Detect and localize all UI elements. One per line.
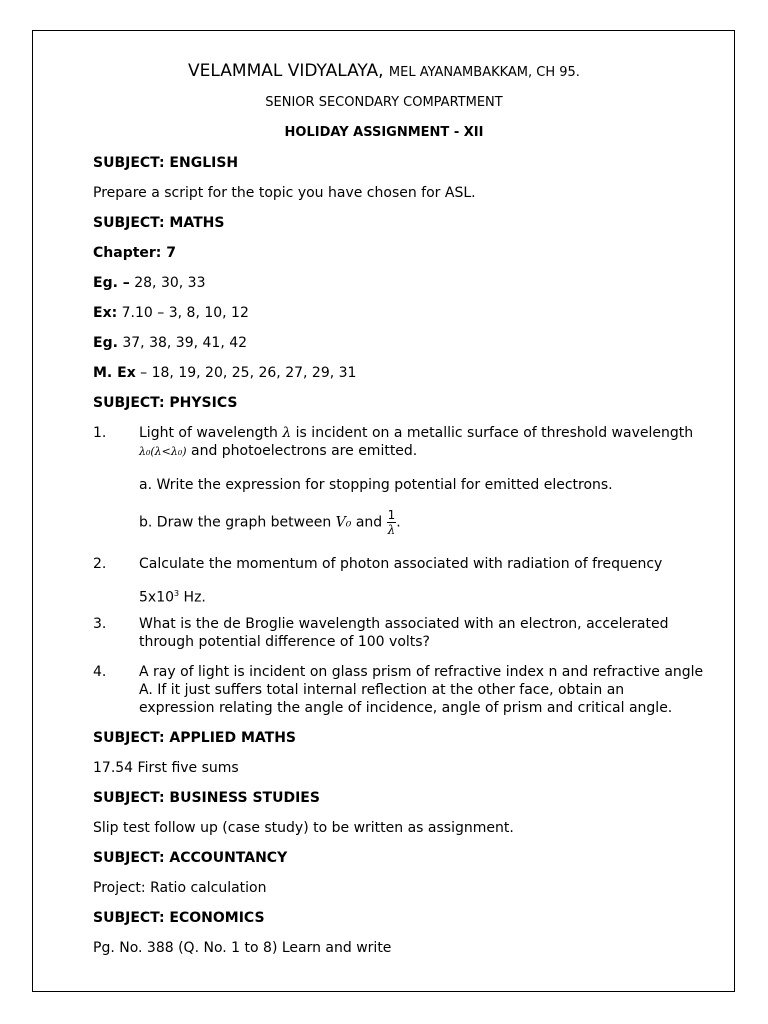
economics-heading: SUBJECT: ECONOMICS xyxy=(93,910,265,926)
question-number: 1. xyxy=(93,425,107,441)
maths-line-text: 37, 38, 39, 41, 42 xyxy=(117,335,248,351)
english-task: Prepare a script for the topic you have chosen for ASL. xyxy=(93,185,476,201)
physics-q1-a: a. Write the expression for stopping potential for emitted electrons. xyxy=(139,477,613,493)
threshold-condition: λ₀(λ<λ₀) xyxy=(139,445,187,458)
maths-chapter: Chapter: 7 xyxy=(93,245,177,261)
maths-line-label: Eg. – xyxy=(93,275,130,291)
physics-heading: SUBJECT: PHYSICS xyxy=(93,395,238,411)
q4-line: A. If it just suffers total internal reflection at the other face, obtain an xyxy=(139,682,625,698)
department-title: SENIOR SECONDARY COMPARTMENT xyxy=(265,95,503,110)
maths-line xyxy=(93,304,249,322)
q4-line: A ray of light is incident on glass prism of refractive index n and refractive angle xyxy=(139,664,704,680)
accountancy-task: Project: Ratio calculation xyxy=(93,880,267,896)
physics-q2: Calculate the momentum of photon associated with radiation of frequency xyxy=(139,556,663,572)
question-number: 3. xyxy=(93,616,107,632)
maths-line xyxy=(93,334,247,352)
q3-line: through potential difference of 100 volts? xyxy=(139,634,430,650)
accountancy-heading: SUBJECT: ACCOUNTANCY xyxy=(93,850,288,866)
q1b-end: . xyxy=(396,514,401,531)
english-heading: SUBJECT: ENGLISH xyxy=(93,155,239,171)
physics-q2-frequency xyxy=(139,585,719,607)
assignment-title: HOLIDAY ASSIGNMENT - XII xyxy=(284,125,484,140)
physics-q1-b xyxy=(139,508,719,537)
business-task: Slip test follow up (case study) to be written as assignment. xyxy=(93,820,514,836)
question-number: 4. xyxy=(93,664,107,680)
maths-line xyxy=(93,274,205,292)
q1b-text: b. Draw the graph between xyxy=(139,514,336,531)
lambda-symbol: λ xyxy=(282,425,292,441)
fraction-denominator: λ xyxy=(387,523,396,537)
physics-q4 xyxy=(139,663,719,717)
maths-line-text: 28, 30, 33 xyxy=(129,275,206,291)
q4-line: expression relating the angle of incidence, angle of prism and critical angle. xyxy=(139,700,673,716)
maths-line-text: 7.10 – 3, 8, 10, 12 xyxy=(117,305,249,321)
stopping-potential-symbol: V₀ xyxy=(335,514,352,531)
applied-maths-heading: SUBJECT: APPLIED MATHS xyxy=(93,730,296,746)
fraction-numerator: 1 xyxy=(387,508,396,522)
applied-maths-task: 17.54 First five sums xyxy=(93,760,239,776)
business-heading: SUBJECT: BUSINESS STUDIES xyxy=(93,790,320,806)
q1-text-c: and photoelectrons are emitted. xyxy=(186,443,418,459)
maths-line-label: Ex: xyxy=(93,305,118,321)
q1-text-a: Light of wavelength xyxy=(139,425,283,441)
freq-unit: Hz. xyxy=(179,589,206,606)
q1-text-b: is incident on a metallic surface of threshold wavelength xyxy=(291,425,694,441)
q3-line: What is the de Broglie wavelength associated with an electron, accelerated xyxy=(139,616,669,632)
physics-q3 xyxy=(139,615,719,651)
physics-q1 xyxy=(139,424,719,461)
q1b-and: and xyxy=(351,514,387,531)
school-title xyxy=(0,60,768,84)
economics-task: Pg. No. 388 (Q. No. 1 to 8) Learn and write xyxy=(93,940,392,956)
maths-line xyxy=(93,364,356,382)
fraction xyxy=(387,508,397,537)
school-location: MEL AYANAMBAKKAM, CH 95. xyxy=(388,65,580,80)
maths-line-text: – 18, 19, 20, 25, 26, 27, 29, 31 xyxy=(135,365,357,381)
school-name: VELAMMAL VIDYALAYA, xyxy=(188,61,384,81)
maths-heading: SUBJECT: MATHS xyxy=(93,215,225,231)
freq-base: 5x10 xyxy=(139,589,175,606)
maths-line-label: Eg. xyxy=(93,335,118,351)
question-number: 2. xyxy=(93,556,107,572)
maths-line-label: M. Ex xyxy=(93,365,136,381)
freq-exponent: 3 xyxy=(174,589,180,598)
